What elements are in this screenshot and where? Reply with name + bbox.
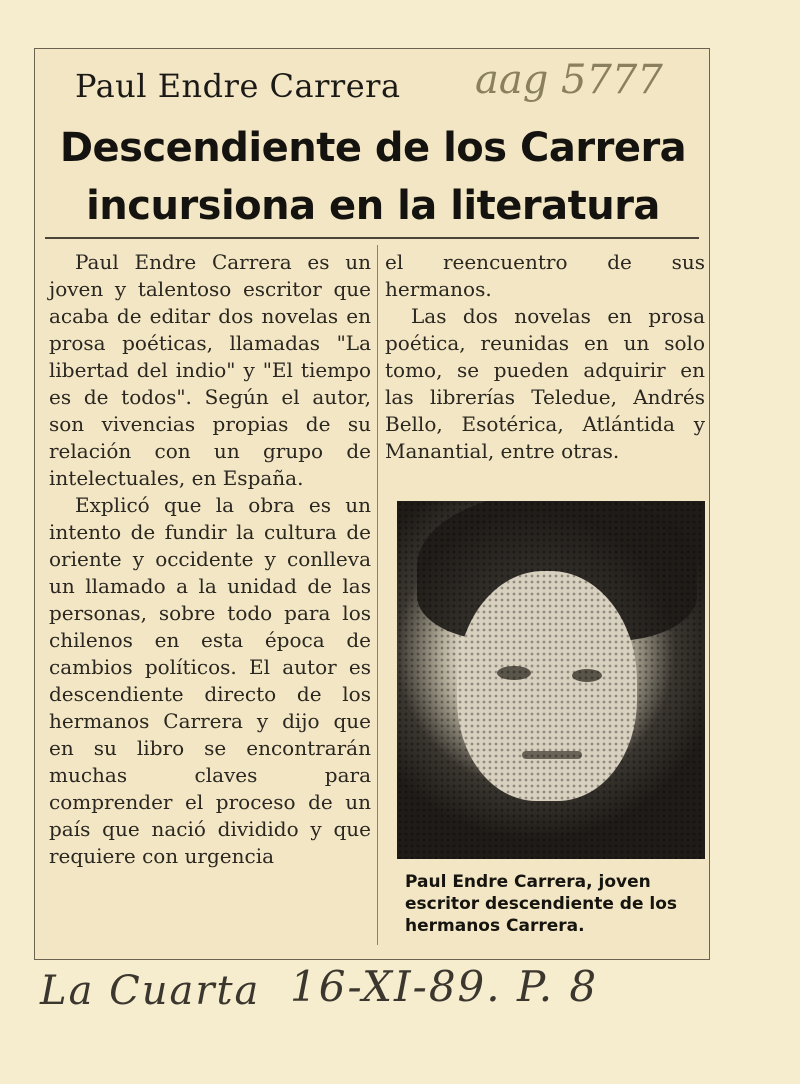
paragraph: Explicó que la obra es un intento de fundir la cultura de oriente y occidente y conlleva un llamado a la unidad de las personas, sobre todo para los chilenos en esta época de cambios políticos. El autor es descendiente directo de los hermanos Carrera y dijo que en su libro se encontrarán muchas claves para comprender el proceso de un país que nació dividido y que requiere con urgencia xyxy=(49,493,371,868)
column-left xyxy=(49,249,371,870)
paragraph: Paul Endre Carrera es un joven y talentoso escritor que acaba de editar dos novelas en prosa poéticas, llamadas "La libertad del indio" y "El tiempo es de todos". Según el autor, son vivencias propias de su relación con un grupo de intelectuales, en España. xyxy=(49,250,371,490)
handwritten-date: 16-XI-89. P. 8 xyxy=(290,962,599,1011)
header-rule xyxy=(45,237,699,239)
photo-caption: Paul Endre Carrera, joven escritor descendiente de los hermanos Carrera. xyxy=(405,872,678,936)
column-right xyxy=(385,249,705,465)
headline: Descendiente de los Carrera incursiona en la literatura xyxy=(59,125,687,229)
paragraph: el reencuentro de sus hermanos. xyxy=(385,250,705,301)
author-photo xyxy=(397,501,705,859)
handwritten-source: La Cuarta xyxy=(40,968,261,1014)
archive-code: aag 5777 xyxy=(475,57,663,103)
newspaper-clipping xyxy=(34,48,710,960)
paragraph: Las dos novelas en prosa poética, reunidas en un solo tomo, se pueden adquirir en las librerías Teledue, Andrés Bello, Esotérica, Atlántida y Manantial, entre otras. xyxy=(385,304,705,463)
kicker-title: Paul Endre Carrera xyxy=(75,67,401,105)
column-divider xyxy=(377,245,378,945)
